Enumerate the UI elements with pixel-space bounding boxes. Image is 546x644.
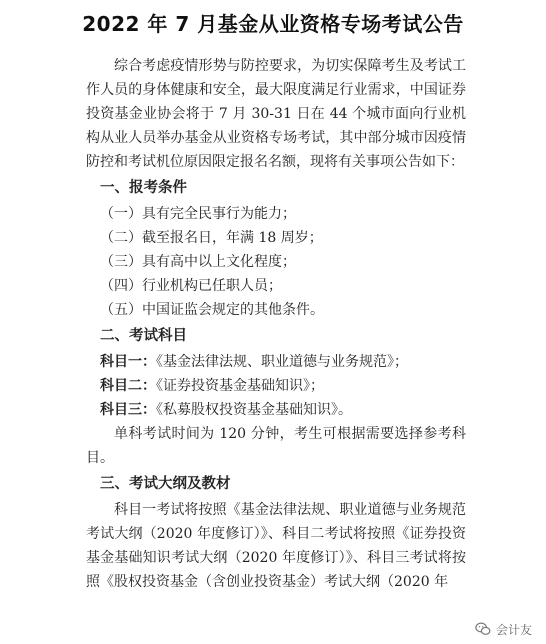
announcement-body: [86, 54, 466, 594]
section-heading-requirements: 一、报考条件: [100, 180, 187, 196]
watermark: [474, 620, 532, 638]
section-heading-syllabus: 三、考试大纲及教材: [100, 476, 231, 492]
syllabus-paragraph: 科目一考试将按照《基金法律法规、职业道德与业务规范考试大纲（2020 年度修订）》、科目二考试将按照《证券投资基金基础知识考试大纲（2020 年度修订）》、科目三考试将按照《股权投资基金（含创业投资基金）考试大纲（2020 年: [86, 502, 466, 590]
page-title: 2022 年 7 月基金从业资格专场考试公告: [82, 12, 464, 36]
section-heading-subjects: 二、考试科目: [100, 328, 187, 344]
list-item: （五）中国证监会规定的其他条件。: [100, 302, 324, 318]
subject-text: 《私募股权投资基金基础知识》。: [156, 402, 352, 418]
subject-item: [100, 350, 466, 374]
watermark-text: 会计友: [495, 622, 532, 637]
list-item: （二）截至报名日，年满 18 周岁；: [100, 230, 323, 246]
subject-item: [100, 374, 466, 398]
wechat-icon: [474, 620, 492, 638]
subject-label: 科目一：: [100, 354, 156, 370]
subject-text: 《基金法律法规、职业道德与业务规范》；: [156, 354, 408, 370]
intro-paragraph: 综合考虑疫情形势与防控要求，为切实保障考生及考试工作人员的身体健康和安全，最大限度满足行业需求，中国证券投资基金业协会将于 7 月 30-31 日在 44 个城市面向行业机构从业人员举办基金从业资格专场考试，其中部分城市因疫情防控和考试机位原因限定报名名额，现将有关事项公告如下：: [86, 58, 466, 170]
list-item: （一）具有完全民事行为能力；: [100, 206, 296, 222]
list-item: （三）具有高中以上文化程度；: [100, 254, 296, 270]
subject-label: 科目三：: [100, 402, 156, 418]
subject-item: [100, 398, 466, 422]
subject-label: 科目二：: [100, 378, 156, 394]
list-item: （四）行业机构已任职人员；: [100, 278, 282, 294]
subject-note: 单科考试时间为 120 分钟，考生可根据需要选择参考科目。: [86, 426, 466, 466]
subject-text: 《证券投资基金基础知识》；: [156, 378, 324, 394]
